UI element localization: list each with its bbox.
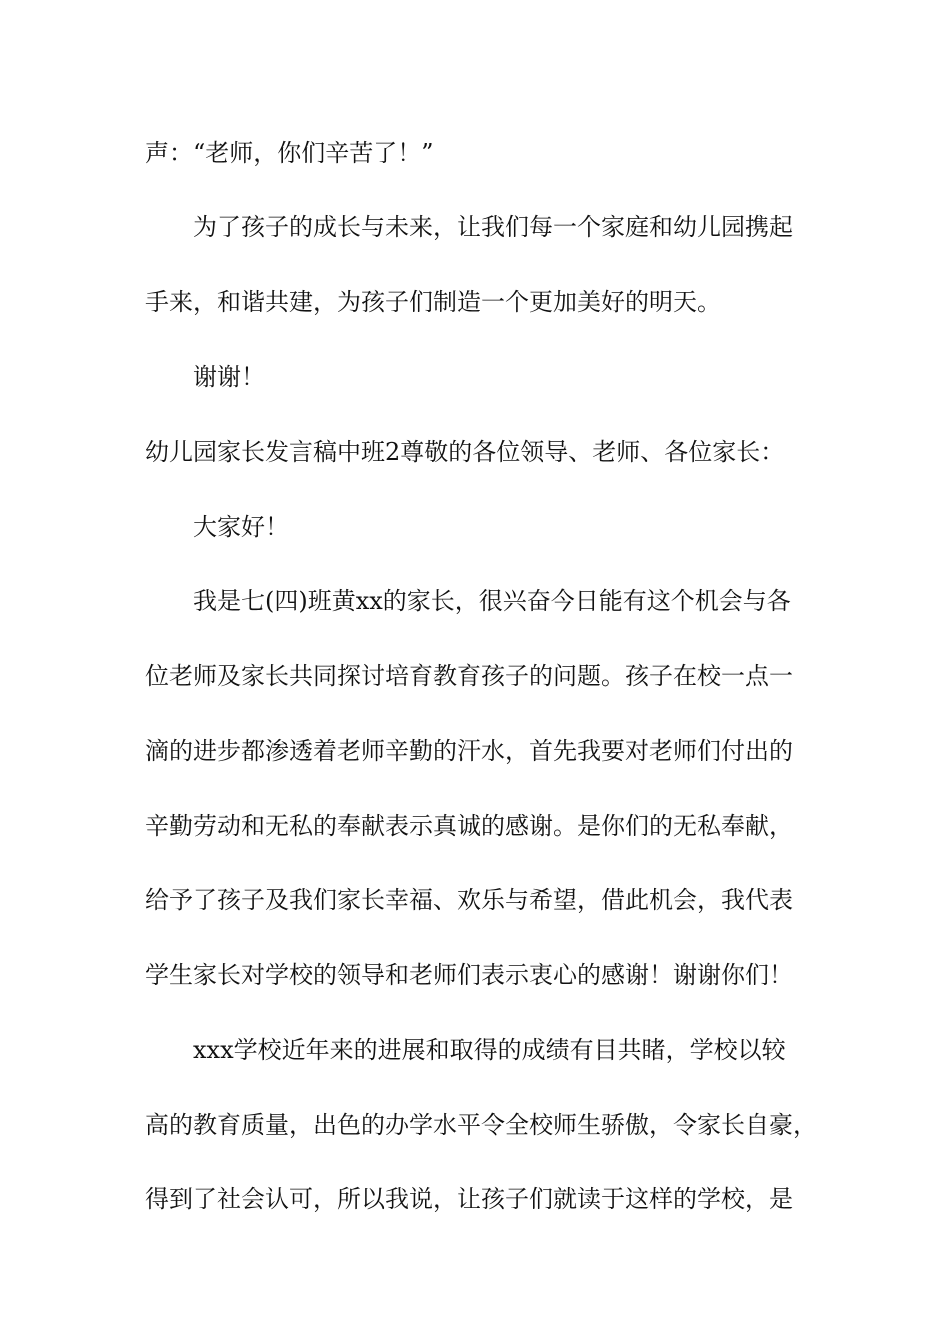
- text-line: 幼儿园家长发言稿中班2尊敬的各位领导、老师、各位家长：: [145, 438, 785, 466]
- text-line: 得到了社会认可，所以我说，让孩子们就读于这样的学校，是: [145, 1185, 793, 1213]
- text-line: 高的教育质量，出色的办学水平令全校师生骄傲，令家长自豪，: [145, 1111, 817, 1139]
- text-line: 给予了孩子及我们家长幸福、欢乐与希望，借此机会，我代表: [145, 886, 793, 914]
- text-line: 滴的进步都渗透着老师辛勤的汗水，首先我要对老师们付出的: [145, 737, 793, 765]
- text-line: 辛勤劳动和无私的奉献表示真诚的感谢。是你们的无私奉献，: [145, 812, 793, 840]
- text-line: 谢谢！: [193, 363, 265, 391]
- text-line: 学生家长对学校的领导和老师们表示衷心的感谢！谢谢你们！: [145, 961, 793, 989]
- text-line: 大家好！: [193, 513, 289, 541]
- text-line: 位老师及家长共同探讨培育教育孩子的问题。孩子在校一点一: [145, 662, 793, 690]
- text-line: 我是七(四)班黄xx的家长，很兴奋今日能有这个机会与各: [193, 587, 791, 615]
- text-line: 声：“老师，你们辛苦了！”: [145, 139, 434, 167]
- text-line: 为了孩子的成长与未来，让我们每一个家庭和幼儿园携起: [193, 213, 793, 241]
- text-line: xxx学校近年来的进展和取得的成绩有目共睹，学校以较: [193, 1036, 786, 1064]
- text-line: 手来，和谐共建，为孩子们制造一个更加美好的明天。: [145, 288, 721, 316]
